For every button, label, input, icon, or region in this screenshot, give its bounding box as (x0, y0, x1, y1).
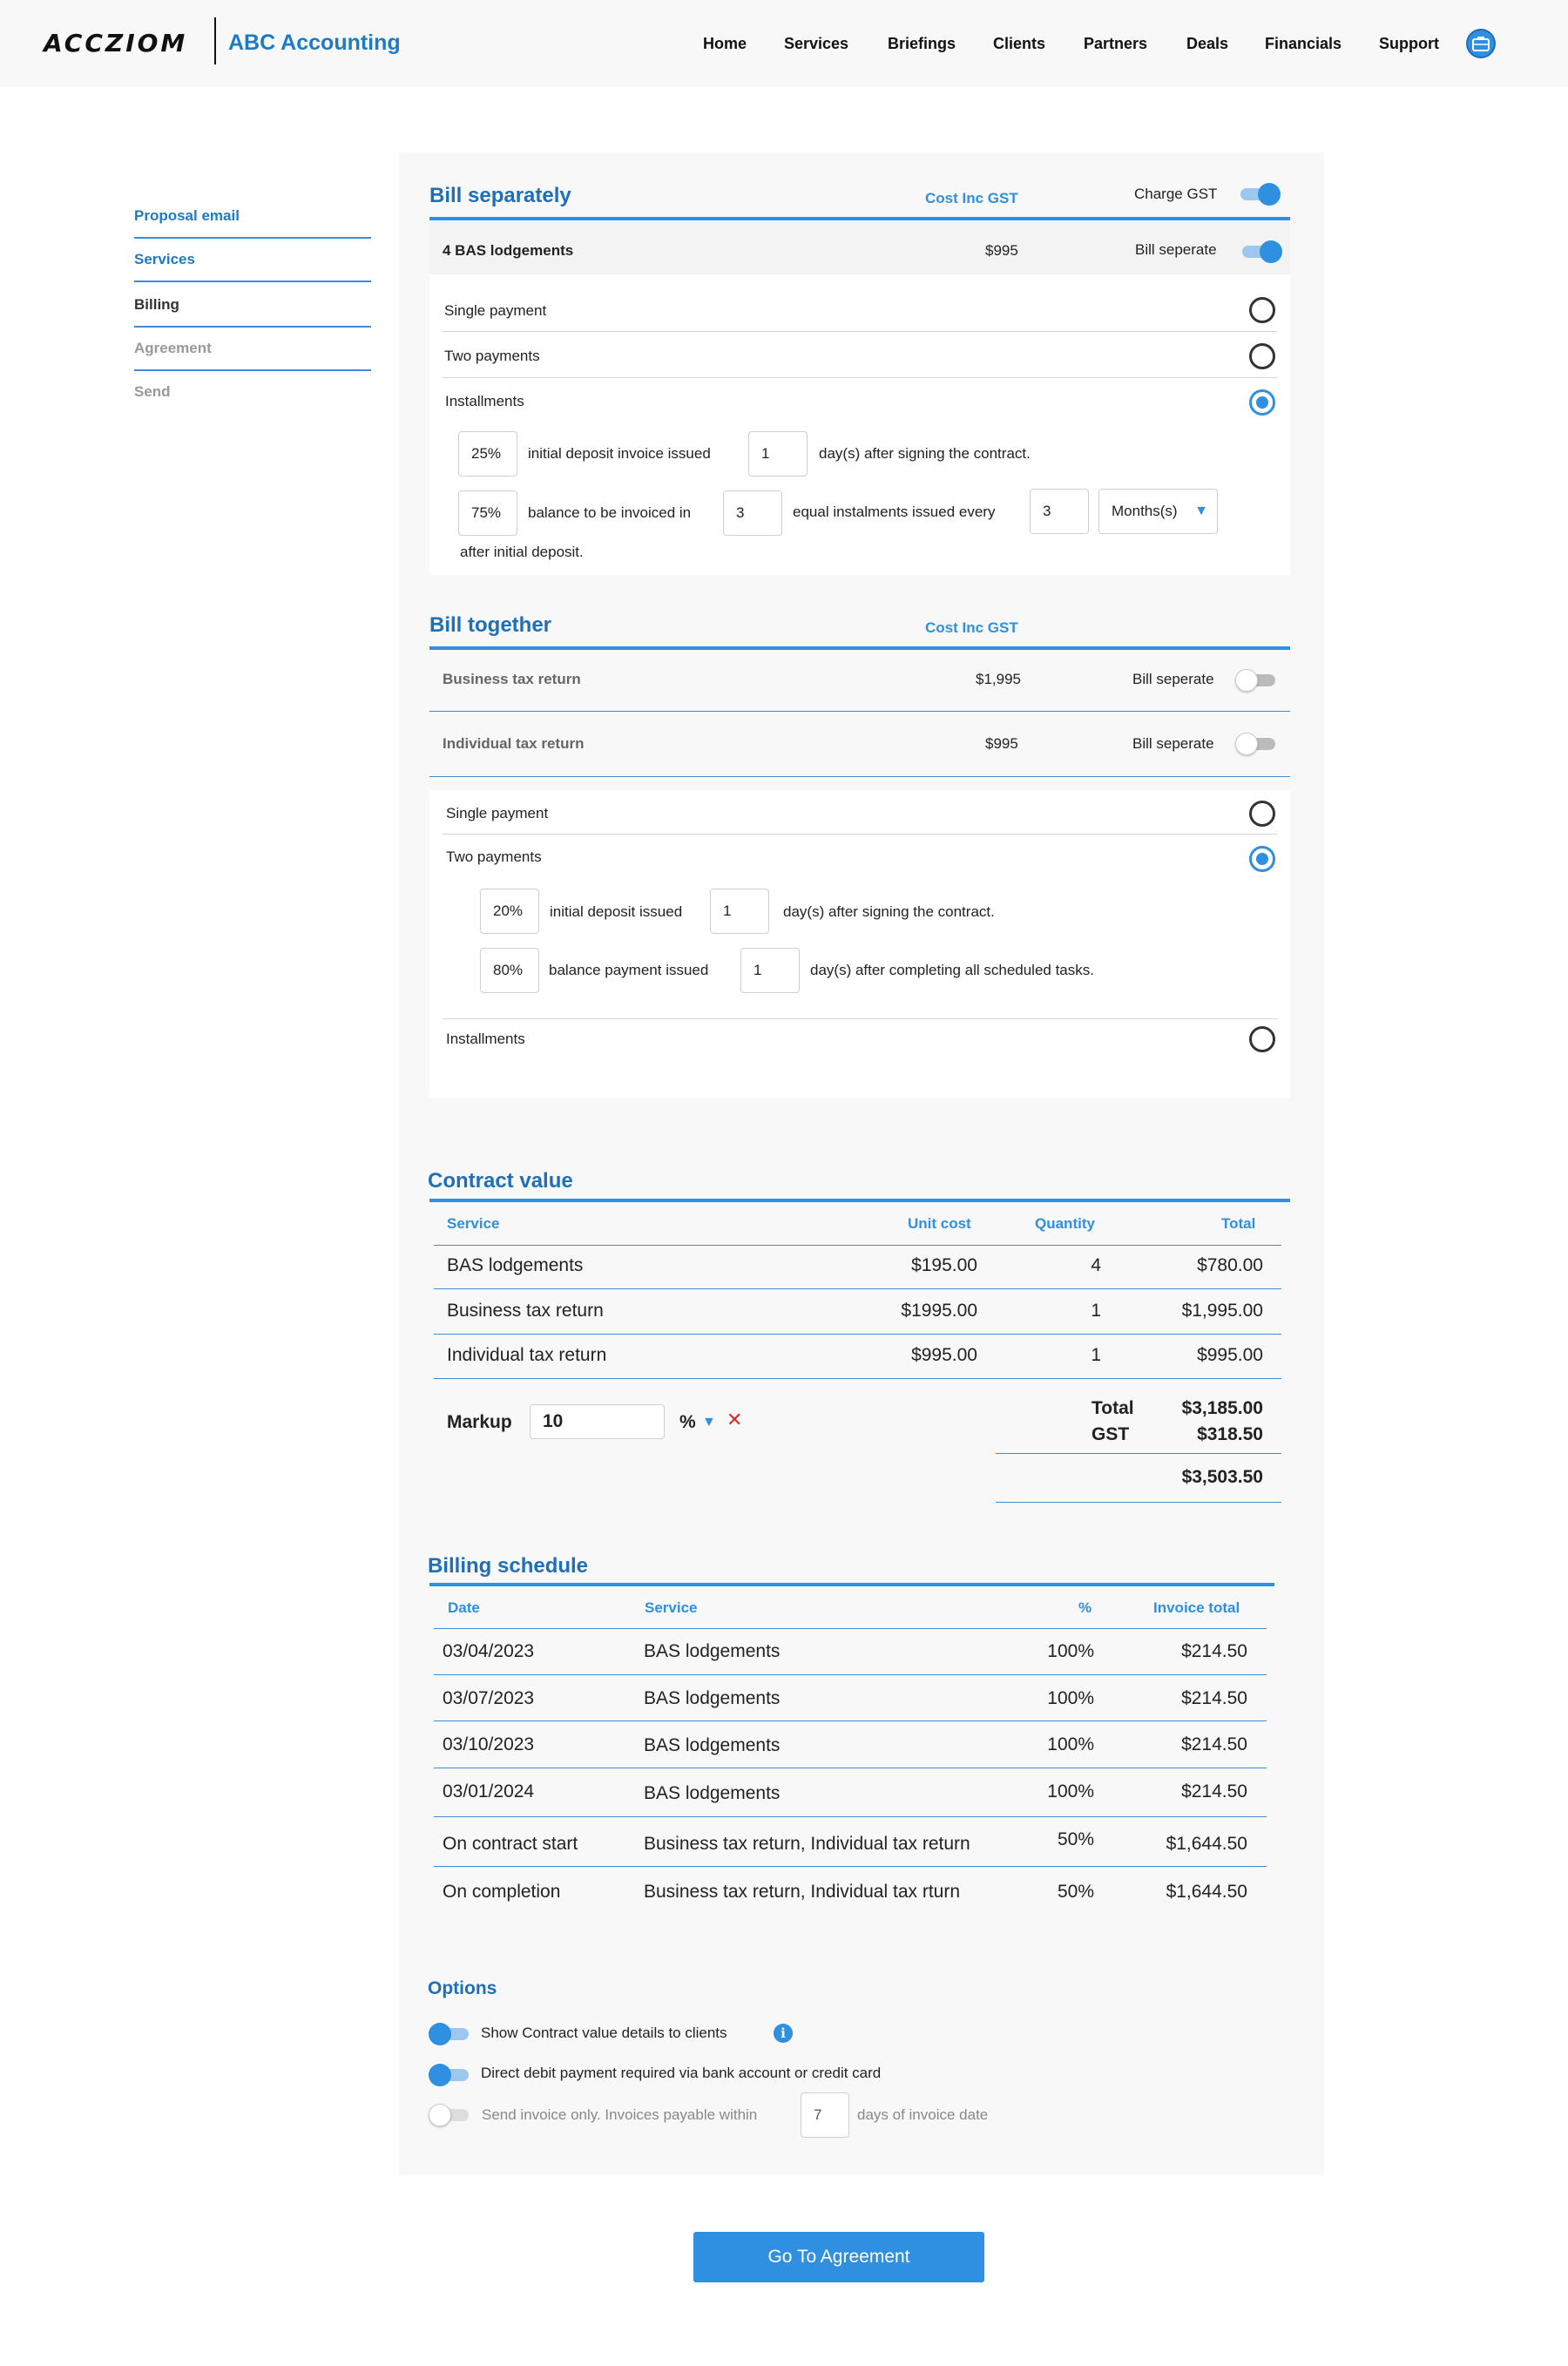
divider (443, 377, 1277, 378)
business-tax-bill-seperate-toggle[interactable] (1235, 669, 1277, 690)
step-billing[interactable]: Billing (134, 296, 371, 328)
markup-label: Markup (447, 1412, 512, 1432)
contract-value-title: Contract value (428, 1169, 573, 1193)
schedule-row-total: $214.50 (1181, 1734, 1247, 1754)
brand-name: ABC Accounting (228, 30, 401, 55)
nav-deals[interactable]: Deals (1186, 35, 1229, 52)
nav-clients[interactable]: Clients (993, 35, 1046, 52)
direct-debit-label: Direct debit payment required via bank account or credit card (481, 2065, 882, 2081)
option-two-payments: Two payments (444, 348, 540, 364)
radio-single-payment[interactable] (1249, 297, 1275, 323)
total-value: $3,185.00 (1181, 1398, 1263, 1418)
schedule-row-service: BAS lodgements (644, 1688, 781, 1708)
contract-row-qty: 1 (1091, 1345, 1101, 1365)
show-contract-value-toggle[interactable] (429, 2023, 470, 2044)
divider (434, 1378, 1281, 1379)
bill-seperate-label: Bill seperate (1132, 671, 1214, 687)
bas-item-cost: $995 (985, 242, 1018, 259)
nav-services[interactable]: Services (784, 35, 849, 52)
schedule-row-percent: 100% (1047, 1781, 1094, 1802)
business-tax-cost: $1,995 (976, 671, 1021, 687)
contract-row-total: $1,995.00 (1181, 1301, 1263, 1321)
col-unit-cost: Unit cost (908, 1215, 971, 1232)
go-to-agreement-button[interactable]: Go To Agreement (693, 2232, 984, 2282)
schedule-row-total: $1,644.50 (1166, 1882, 1247, 1902)
charge-gst-label: Charge GST (1134, 186, 1218, 202)
options-title: Options (428, 1978, 497, 1998)
contract-row-service: Individual tax return (447, 1345, 607, 1365)
deposit-text: initial deposit invoice issued (528, 445, 711, 462)
individual-tax-name: Individual tax return (443, 735, 585, 752)
contract-row-unit-cost: $195.00 (911, 1255, 977, 1275)
divider (434, 1288, 1281, 1289)
grand-total-value: $3,503.50 (1181, 1467, 1263, 1487)
instalments-every-text: equal instalments issued every (793, 504, 996, 520)
col-date: Date (448, 1599, 480, 1616)
schedule-row-date: 03/04/2023 (443, 1641, 535, 1661)
radio-installments[interactable] (1249, 389, 1275, 416)
nav-support[interactable]: Support (1379, 35, 1439, 52)
markup-unit-dropdown-icon[interactable]: ▼ (702, 1415, 716, 1430)
clear-markup-icon[interactable]: ✕ (727, 1409, 743, 1430)
option-installments: Installments (445, 393, 524, 409)
divider (443, 834, 1277, 835)
radio-installments[interactable] (1249, 1026, 1275, 1052)
schedule-row-service: Business tax return, Individual tax return (644, 1834, 970, 1854)
instalment-interval-input[interactable]: 3 (1030, 489, 1089, 534)
divider (429, 711, 1290, 712)
bill-seperate-toggle[interactable] (1240, 240, 1282, 261)
balance-percent-input[interactable]: 80% (480, 948, 539, 993)
option-single-payment: Single payment (446, 805, 549, 821)
total-label: Total (1092, 1398, 1134, 1418)
schedule-row-date: 03/07/2023 (443, 1688, 535, 1708)
info-icon[interactable]: i (774, 2024, 793, 2043)
schedule-row-percent: 100% (1047, 1688, 1094, 1708)
send-invoice-only-label: Send invoice only. Invoices payable within (482, 2106, 758, 2123)
bill-seperate-label: Bill seperate (1135, 241, 1217, 258)
billing-schedule-title: Billing schedule (428, 1554, 589, 1578)
company-logo[interactable]: ACCZIOM (44, 29, 188, 57)
markup-input[interactable]: 10 (530, 1404, 665, 1439)
contract-row-total: $995.00 (1197, 1345, 1263, 1365)
section-underline (429, 1199, 1290, 1202)
interval-unit-select[interactable] (1098, 489, 1218, 534)
direct-debit-toggle[interactable] (429, 2064, 470, 2085)
markup-unit: % (679, 1412, 696, 1432)
schedule-row-total: $214.50 (1181, 1688, 1247, 1708)
balance-days-text: day(s) after completing all scheduled tasks. (810, 962, 1094, 978)
bill-together-title: Bill together (429, 613, 552, 637)
step-agreement: Agreement (134, 340, 371, 371)
payable-days-input[interactable]: 7 (801, 2092, 849, 2138)
gst-label: GST (1092, 1424, 1130, 1444)
schedule-row-date: 03/10/2023 (443, 1734, 535, 1754)
divider (434, 1245, 1281, 1246)
step-send: Send (134, 383, 171, 400)
nav-home[interactable]: Home (703, 35, 747, 52)
show-contract-value-label: Show Contract value details to clients (481, 2025, 727, 2041)
charge-gst-toggle[interactable] (1239, 183, 1281, 204)
schedule-row-percent: 50% (1057, 1882, 1094, 1902)
bill-separately-title: Bill separately (429, 184, 571, 207)
balance-text: balance to be invoiced in (528, 504, 692, 521)
payable-days-suffix: days of invoice date (857, 2106, 989, 2123)
col-service: Service (447, 1215, 500, 1232)
schedule-row-total: $214.50 (1181, 1641, 1247, 1661)
step-services[interactable]: Services (134, 251, 371, 282)
schedule-row-percent: 50% (1057, 1829, 1094, 1849)
schedule-row-date: On completion (443, 1882, 561, 1902)
section-underline (429, 1583, 1274, 1586)
send-invoice-only-toggle[interactable] (429, 2104, 470, 2125)
business-tax-name: Business tax return (443, 671, 581, 687)
gst-value: $318.50 (1197, 1424, 1263, 1444)
col-total: Total (1221, 1215, 1256, 1232)
section-underline (429, 217, 1290, 220)
option-single-payment: Single payment (444, 302, 547, 319)
radio-single-payment[interactable] (1249, 801, 1275, 827)
divider (434, 1674, 1267, 1675)
radio-two-payments[interactable] (1249, 846, 1275, 872)
schedule-row-date: On contract start (443, 1834, 578, 1854)
balance-percent-input[interactable]: 75% (458, 490, 517, 536)
divider (443, 1018, 1277, 1019)
contract-row-qty: 1 (1091, 1301, 1101, 1321)
schedule-row-service: BAS lodgements (644, 1783, 781, 1803)
step-proposal-email[interactable]: Proposal email (134, 207, 371, 239)
schedule-row-percent: 100% (1047, 1641, 1094, 1661)
logo-divider (214, 17, 216, 64)
deposit-percent-input[interactable]: 20% (480, 889, 539, 934)
col-service: Service (645, 1599, 698, 1616)
balance-payment-text: balance payment issued (549, 962, 709, 978)
briefcase-icon[interactable] (1466, 29, 1496, 58)
radio-two-payments[interactable] (1249, 343, 1275, 369)
balance-days-input[interactable]: 1 (740, 948, 800, 993)
nav-briefings[interactable]: Briefings (888, 35, 956, 52)
dropdown-caret-icon: ▼ (1194, 504, 1208, 518)
divider (434, 1334, 1281, 1335)
divider (434, 1720, 1267, 1721)
contract-row-qty: 4 (1091, 1255, 1101, 1275)
bill-seperate-label: Bill seperate (1132, 735, 1214, 752)
schedule-row-service: BAS lodgements (644, 1641, 781, 1661)
col-quantity: Quantity (1035, 1215, 1095, 1232)
divider (996, 1453, 1281, 1454)
deposit-days-text: day(s) after signing the contract. (783, 903, 995, 920)
option-two-payments: Two payments (446, 848, 542, 865)
schedule-row-total: $1,644.50 (1166, 1834, 1247, 1854)
schedule-row-total: $214.50 (1181, 1781, 1247, 1802)
deposit-text: initial deposit issued (550, 903, 683, 920)
bas-item-name: 4 BAS lodgements (443, 242, 574, 259)
schedule-row-percent: 100% (1047, 1734, 1094, 1754)
cost-inc-gst-head: Cost Inc GST (925, 190, 1018, 206)
contract-row-total: $780.00 (1197, 1255, 1263, 1275)
cost-inc-gst-head: Cost Inc GST (925, 619, 1018, 636)
nav-partners[interactable]: Partners (1084, 35, 1148, 52)
deposit-days-input[interactable]: 1 (748, 431, 808, 477)
col-invoice-total: Invoice total (1153, 1599, 1240, 1616)
top-header (0, 0, 1568, 87)
option-installments: Installments (446, 1031, 525, 1047)
deposit-percent-input[interactable]: 25% (458, 431, 517, 477)
schedule-row-service: Business tax return, Individual tax rturn (644, 1882, 961, 1902)
nav-financials[interactable]: Financials (1265, 35, 1342, 52)
col-percent: % (1078, 1599, 1092, 1616)
deposit-days-text: day(s) after signing the contract. (819, 445, 1031, 462)
bill-together-card (429, 790, 1290, 1098)
divider (996, 1502, 1281, 1503)
contract-row-unit-cost: $995.00 (911, 1345, 977, 1365)
contract-row-service: Business tax return (447, 1301, 604, 1321)
schedule-row-service: BAS lodgements (644, 1735, 781, 1755)
contract-row-service: BAS lodgements (447, 1255, 584, 1275)
after-initial-deposit-text: after initial deposit. (460, 544, 584, 560)
divider (434, 1628, 1267, 1629)
individual-tax-bill-seperate-toggle[interactable] (1235, 733, 1277, 754)
schedule-row-date: 03/01/2024 (443, 1781, 535, 1802)
divider (429, 776, 1290, 777)
individual-tax-cost: $995 (985, 735, 1018, 752)
deposit-days-input[interactable]: 1 (710, 889, 769, 934)
contract-row-unit-cost: $1995.00 (901, 1301, 977, 1321)
instalment-count-input[interactable]: 3 (723, 490, 782, 536)
divider (434, 1866, 1267, 1867)
section-underline (429, 646, 1290, 650)
interval-unit-value: Months(s) (1112, 503, 1178, 519)
divider (443, 331, 1277, 332)
divider (434, 1816, 1267, 1817)
